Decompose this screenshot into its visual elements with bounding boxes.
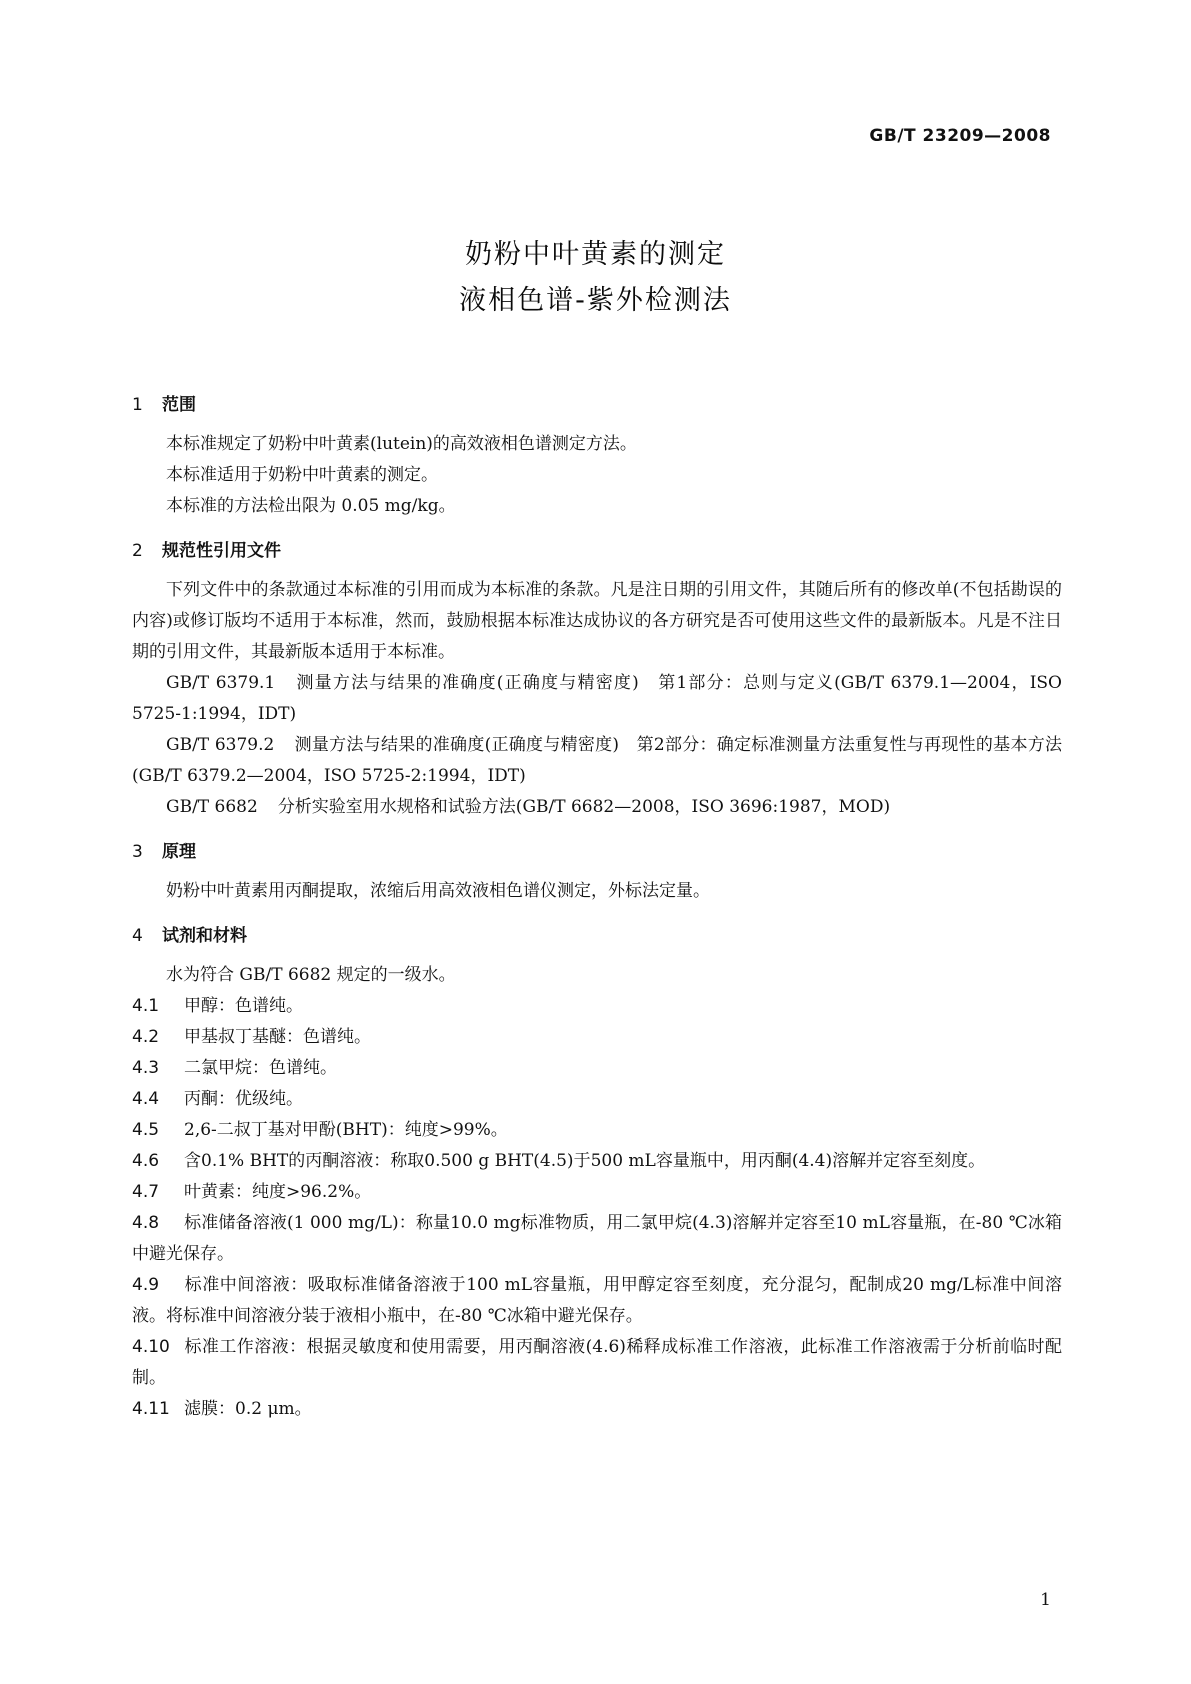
reference-code: GB/T 6379.1 [166,673,276,693]
section-number: 1 [132,395,143,415]
item-number: 4.2 [132,1027,160,1047]
list-item [132,991,1062,1022]
item-text: 甲基叔丁基醚：色谱纯。 [184,1027,371,1047]
item-number: 4.10 [132,1337,170,1357]
item-number: 4.1 [132,996,160,1016]
item-number: 4.11 [132,1399,170,1419]
paragraph: 本标准的方法检出限为 0.05 mg/kg。 [166,496,456,516]
section-number: 2 [132,541,143,561]
paragraph: 水为符合 GB/T 6682 规定的一级水。 [166,965,456,985]
item-text: 标准储备溶液(1 000 mg/L)：称量10.0 mg标准物质，用二氯甲烷(4.3)溶解并定容至10 mL容量瓶，在-80 ℃冰箱中避光保存。 [132,1213,1062,1264]
document-title-line2: 液相色谱-紫外检测法 [459,285,732,316]
item-text: 2,6-二叔丁基对甲酚(BHT)：纯度>99%。 [184,1120,508,1140]
reference-text: 分析实验室用水规格和试验方法(GB/T 6682—2008，ISO 3696:1987，MOD) [277,797,891,817]
list-item [132,1177,1062,1208]
item-number: 4.6 [132,1151,160,1171]
item-text: 叶黄素：纯度>96.2%。 [184,1182,372,1202]
reference-code: GB/T 6379.2 [166,735,275,755]
section-title: 原理 [162,842,196,862]
reference-entry [132,792,1062,823]
item-number: 4.3 [132,1058,160,1078]
list-item [132,1115,1062,1146]
section-title: 规范性引用文件 [162,541,281,561]
list-item [132,1084,1062,1115]
list-item [132,1332,1062,1394]
section-number: 3 [132,842,143,862]
standard-code: GB/T 23209—2008 [869,126,1051,146]
section-number: 4 [132,926,143,946]
reference-code: GB/T 6682 [166,797,258,817]
section-heading-principle [132,837,1062,862]
item-text: 丙酮：优级纯。 [184,1089,303,1109]
reference-text: 测量方法与结果的准确度(正确度与精密度) 第1部分：总则与定义(GB/T 6379.1—2004，ISO 5725-1:1994，IDT) [132,673,1062,724]
item-number: 4.8 [132,1213,160,1233]
list-item [132,1270,1062,1332]
item-number: 4.9 [132,1275,160,1295]
item-text: 甲醇：色谱纯。 [184,996,303,1016]
paragraph: 下列文件中的条款通过本标准的引用而成为本标准的条款。凡是注日期的引用文件，其随后所有的修改单(不包括勘误的内容)或修订版均不适用于本标准，然而，鼓励根据本标准达成协议的各方研究是否可使用这些文件的最新版本。凡是不注日期的引用文件，其最新版本适用于本标准。 [132,580,1062,662]
item-text: 二氯甲烷：色谱纯。 [184,1058,337,1078]
section-title: 范围 [162,395,196,415]
section-heading-reagents [132,921,1062,946]
paragraph: 奶粉中叶黄素用丙酮提取，浓缩后用高效液相色谱仪测定，外标法定量。 [166,881,710,901]
list-item [132,1394,1062,1425]
list-item [132,1022,1062,1053]
section-heading-normative-references [132,536,1062,561]
item-text: 含0.1% BHT的丙酮溶液：称取0.500 g BHT(4.5)于500 mL容量瓶中，用丙酮(4.4)溶解并定容至刻度。 [184,1151,986,1171]
item-number: 4.7 [132,1182,160,1202]
page-number: 1 [1040,1590,1051,1610]
reference-entry [132,730,1062,792]
list-item [132,1053,1062,1084]
reference-entry [132,668,1062,730]
list-item [132,1208,1062,1270]
section-heading-scope [132,390,1062,415]
item-text: 标准中间溶液：吸取标准储备溶液于100 mL容量瓶，用甲醇定容至刻度，充分混匀，配制成20 mg/L标准中间溶液。将标准中间溶液分装于液相小瓶中，在-80 ℃冰箱中避光保存。 [132,1275,1062,1326]
section-title: 试剂和材料 [162,926,247,946]
item-number: 4.4 [132,1089,160,1109]
paragraph: 本标准适用于奶粉中叶黄素的测定。 [166,465,438,485]
document-title-line1: 奶粉中叶黄素的测定 [465,239,726,270]
reference-text: 测量方法与结果的准确度(正确度与精密度) 第2部分：确定标准测量方法重复性与再现性的基本方法(GB/T 6379.2—2004，ISO 5725-2:1994，IDT) [132,735,1062,786]
item-text: 滤膜：0.2 μm。 [184,1399,312,1419]
paragraph: 本标准规定了奶粉中叶黄素(lutein)的高效液相色谱测定方法。 [166,434,637,454]
document-body [132,390,1062,1425]
list-item [132,1146,1062,1177]
item-text: 标准工作溶液：根据灵敏度和使用需要，用丙酮溶液(4.6)稀释成标准工作溶液，此标准工作溶液需于分析前临时配制。 [132,1337,1062,1388]
item-number: 4.5 [132,1120,160,1140]
